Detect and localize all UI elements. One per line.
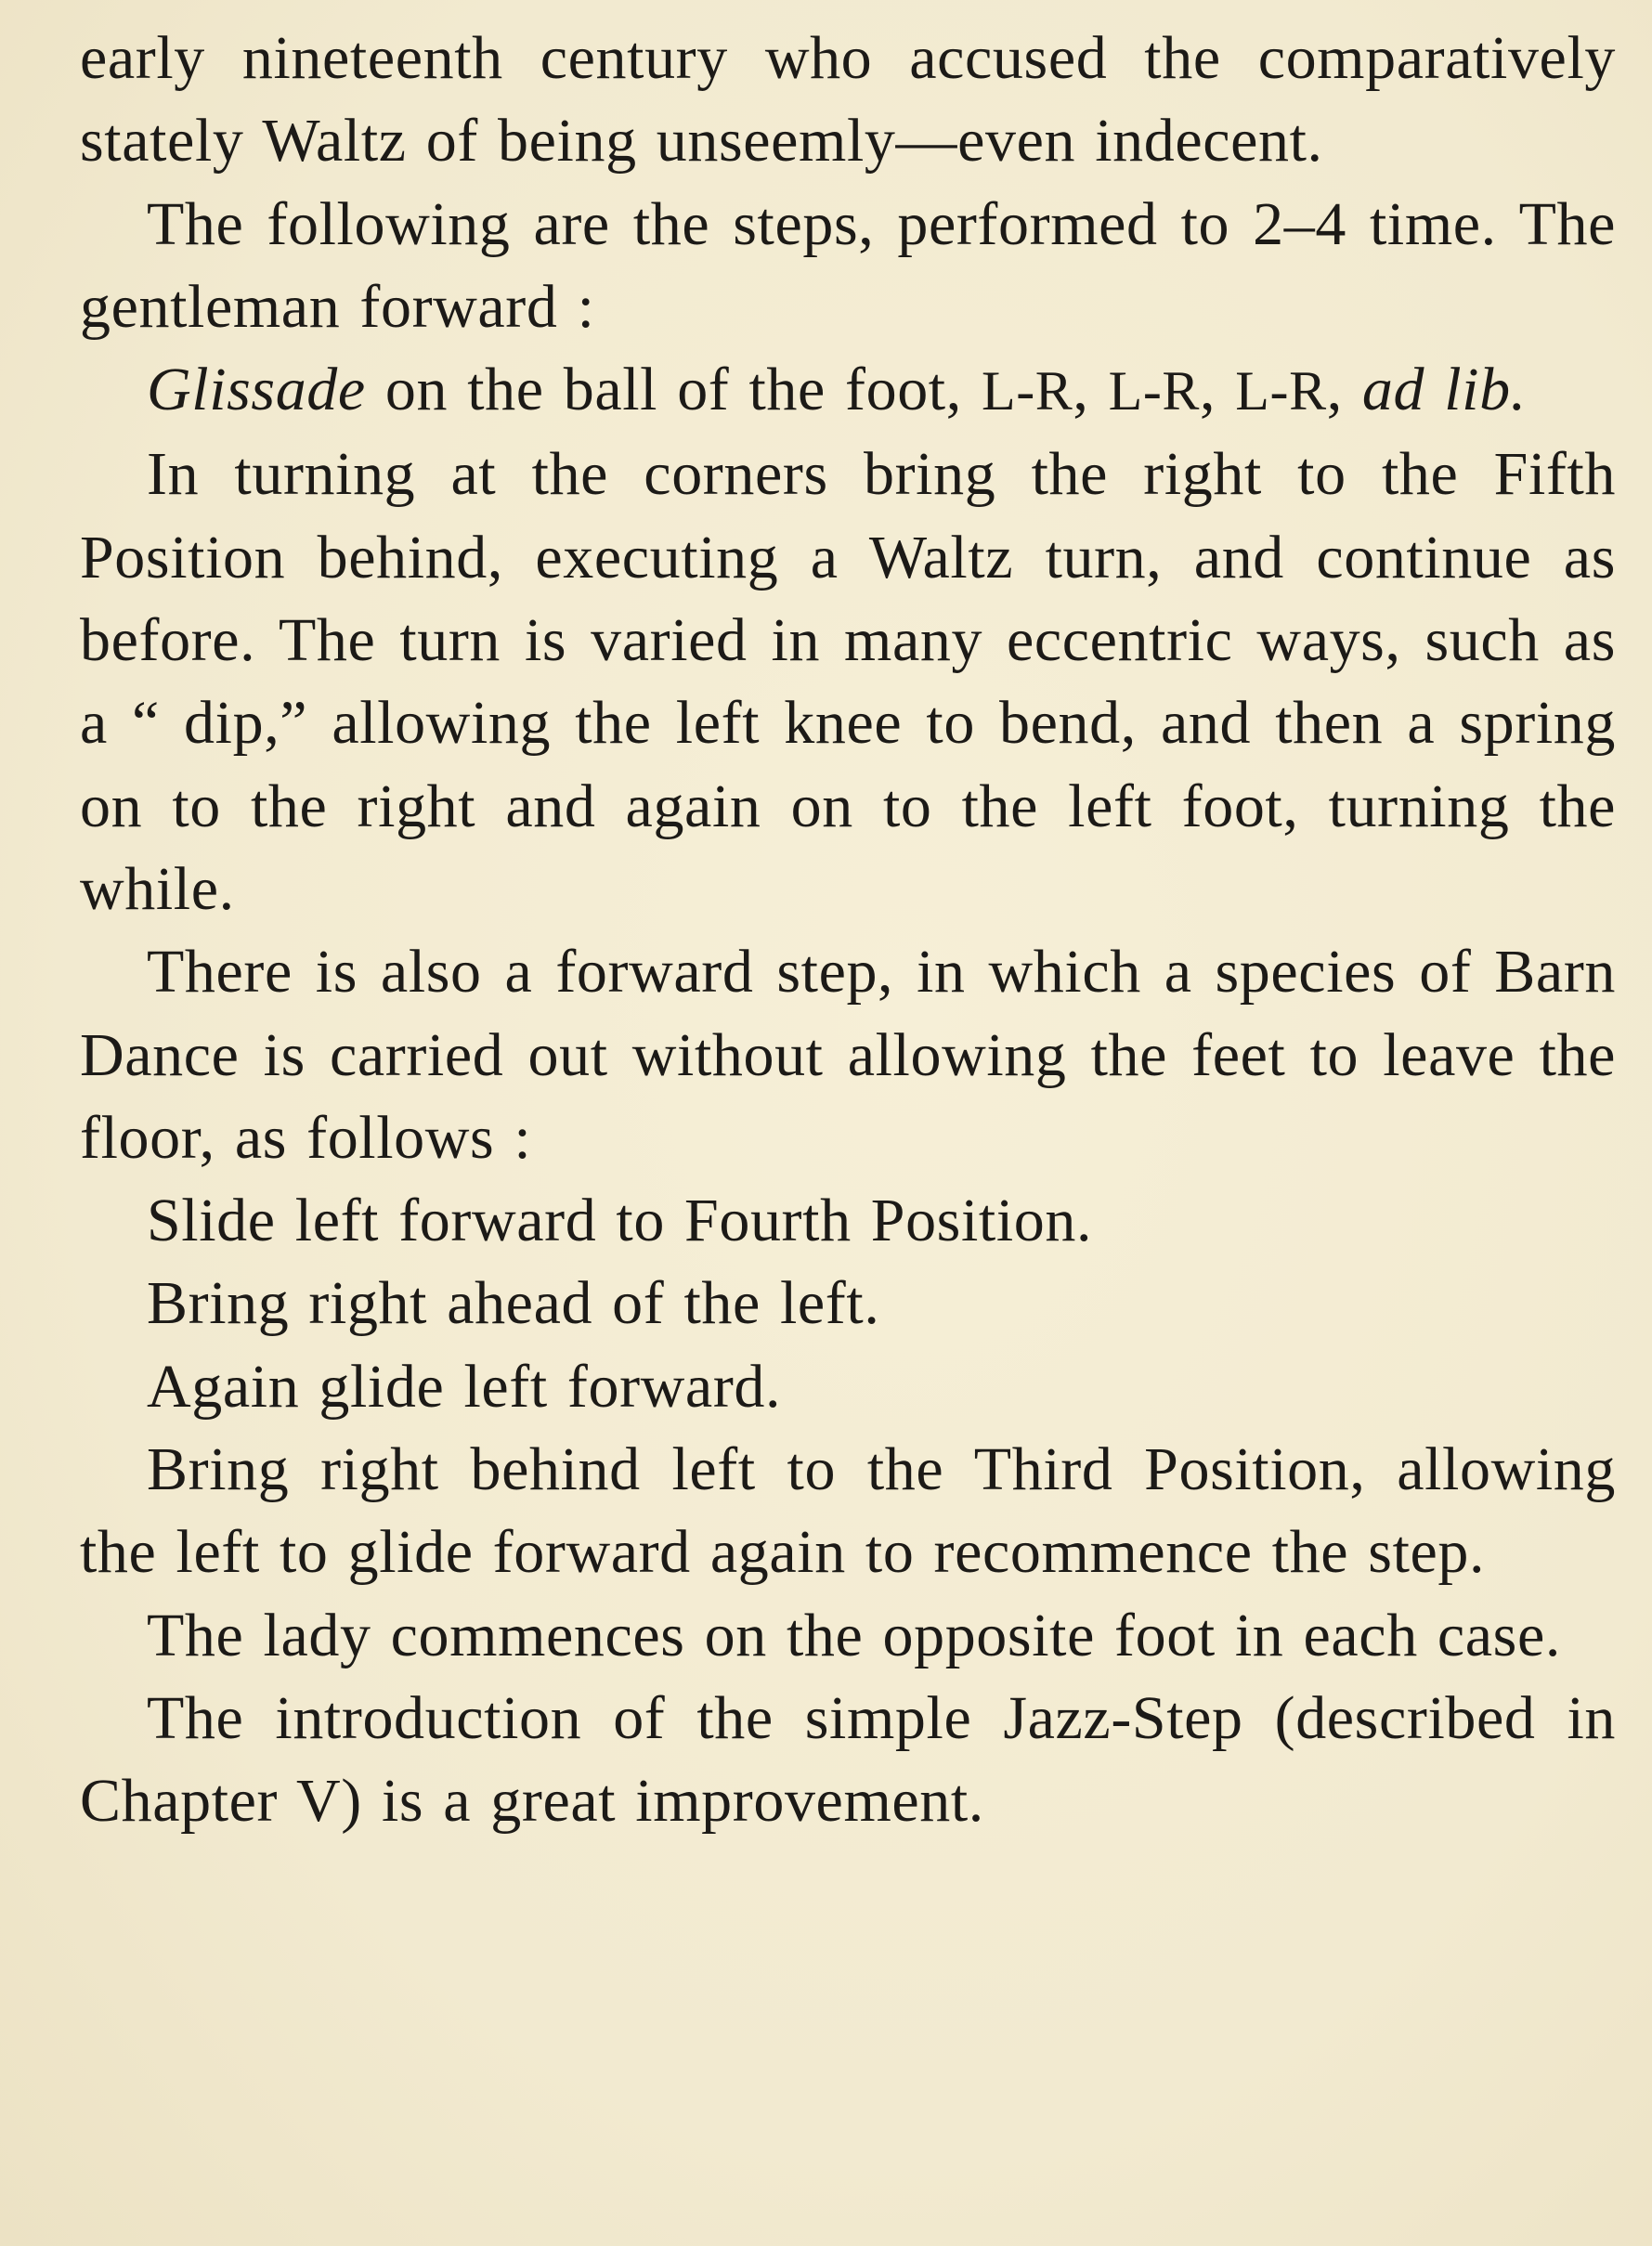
paragraph-glissade [80,348,1616,433]
paragraph-forward-step: There is also a forward step, in which a species of Barn Dance is carried out without allowing the feet to leave the floor, as follows : [80,938,1616,1172]
glissade-text: on the ball of the foot, [365,356,982,424]
step-instruction-1: Slide left forward to Fourth Position. [147,1187,1093,1255]
paragraph-turning: In turning at the corners bring the right to the Fifth Position behind, executing a Waltz turn, and continue as before. The turn is varied in many eccentric ways, such as a “ dip,” allowing the left knee to bend, and then a spring on to the right and again on to the left foot, turning the while. [80,440,1616,923]
step-instruction-3: Again glide left forward. [147,1352,782,1421]
glissade-term: Glissade [147,356,366,424]
step-pair-2: L-R [1108,360,1201,422]
paragraph-continuation: early nineteenth century who accused the comparatively stately Waltz of being unseemly—even indecent. [80,24,1616,175]
separator-3: , [1326,356,1362,424]
step-instruction-2: Bring right ahead of the left. [147,1269,880,1338]
paragraph-lady: The lady commences on the opposite foot in each case. [147,1601,1561,1669]
separator-1: , [1073,356,1109,424]
paragraph-steps-intro: The following are the steps, performed to 2–4 time. The gentleman forward : [80,189,1616,341]
step-instruction-4: Bring right behind left to the Third Position, allowing the left to glide forward again to recommence the step. [80,1435,1616,1587]
ad-lib-term: ad lib. [1361,356,1527,424]
body-text [80,17,1616,1843]
step-pair-1: L-R [981,360,1073,422]
step-pair-3: L-R [1235,360,1327,422]
separator-2: , [1200,356,1236,424]
paragraph-jazz-step: The introduction of the simple Jazz-Step (described in Chapter V) is a great improvement. [80,1683,1616,1836]
